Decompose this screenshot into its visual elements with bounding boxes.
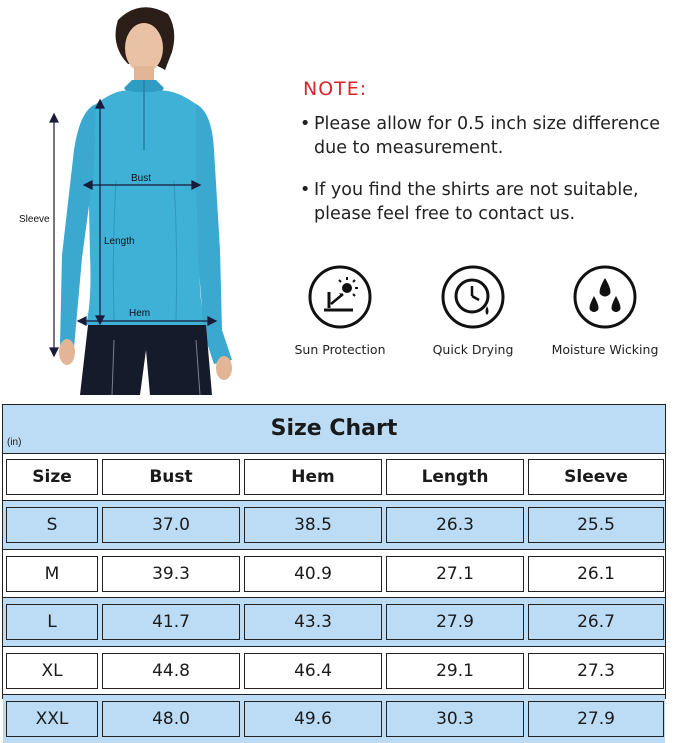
quick-drying-icon (440, 264, 506, 330)
table-cell: L (6, 604, 98, 640)
feature-moisture-wicking (545, 264, 665, 357)
bullet: • (300, 114, 311, 134)
table-cell: M (6, 556, 98, 592)
bust-label: Bust (131, 173, 152, 184)
table-cell: 25.5 (528, 507, 664, 543)
column-header: Size (6, 459, 98, 495)
feature-quick-drying (413, 264, 533, 357)
table-cell: 27.9 (386, 604, 524, 640)
note-text-line: Please allow for 0.5 inch size difference (314, 114, 660, 134)
note-item (300, 178, 670, 226)
table-row (3, 647, 665, 695)
column-header: Length (386, 459, 524, 495)
size-chart (2, 404, 666, 729)
table-cell: 26.1 (528, 556, 664, 592)
feature-label: Sun Protection (294, 342, 386, 357)
note-text-line: If you find the shirts are not suitable, (314, 180, 639, 200)
bullet: • (300, 180, 311, 200)
note-text-line: please feel free to contact us. (314, 204, 576, 224)
table-cell: 46.4 (244, 653, 382, 689)
table-cell: 48.0 (102, 701, 240, 737)
feature-label: Quick Drying (432, 342, 514, 357)
size-chart-header (3, 405, 665, 454)
feature-label: Moisture Wicking (551, 342, 659, 357)
note-section (300, 78, 670, 244)
table-cell: XL (6, 653, 98, 689)
table-cell: 38.5 (244, 507, 382, 543)
table-cell: 26.3 (386, 507, 524, 543)
column-header: Sleeve (528, 459, 664, 495)
column-header: Hem (244, 459, 382, 495)
sleeve-label: Sleeve (19, 214, 50, 225)
sun-protection-icon (307, 264, 373, 330)
note-title: NOTE: (303, 78, 368, 100)
model-illustration (0, 0, 290, 395)
table-cell: 26.7 (528, 604, 664, 640)
table-header-row (3, 453, 665, 501)
table-cell: 44.8 (102, 653, 240, 689)
unit-label: (in) (7, 437, 22, 448)
table-row (3, 695, 665, 743)
table-cell: 29.1 (386, 653, 524, 689)
table-cell: XXL (6, 701, 98, 737)
table-cell: 37.0 (102, 507, 240, 543)
table-row (3, 550, 665, 598)
table-cell: 49.6 (244, 701, 382, 737)
length-label: Length (104, 236, 135, 247)
table-row (3, 501, 665, 549)
table-cell: 39.3 (102, 556, 240, 592)
hem-label: Hem (129, 308, 151, 319)
table-row (3, 598, 665, 646)
table-cell: S (6, 507, 98, 543)
table-cell: 40.9 (244, 556, 382, 592)
table-cell: 41.7 (102, 604, 240, 640)
feature-sun-protection (280, 264, 400, 357)
table-cell: 27.3 (528, 653, 664, 689)
moisture-wicking-icon (572, 264, 638, 330)
note-text-line: due to measurement. (314, 138, 504, 158)
table-cell: 27.1 (386, 556, 524, 592)
column-header: Bust (102, 459, 240, 495)
size-chart-title: Size Chart (270, 416, 398, 441)
table-cell: 43.3 (244, 604, 382, 640)
table-cell: 27.9 (528, 701, 664, 737)
model-figure (0, 0, 290, 395)
table-cell: 30.3 (386, 701, 524, 737)
note-item (300, 112, 670, 160)
